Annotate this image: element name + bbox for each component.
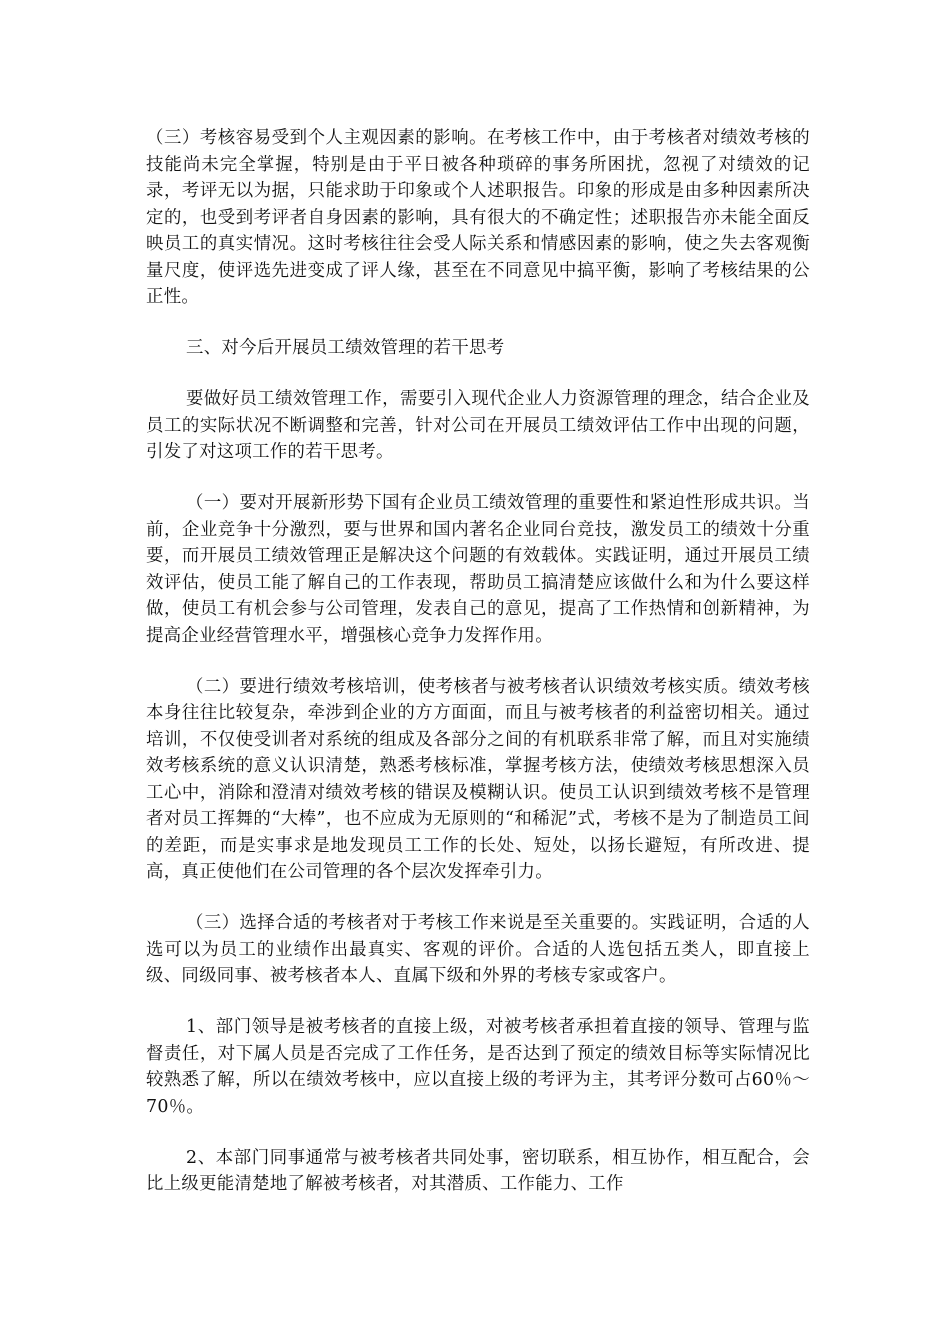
paragraph-assessment-subjectivity: （三）考核容易受到个人主观因素的影响。在考核工作中，由于考核者对绩效考核的技能尚未完全掌握，特别是由于平日被各种琐碎的事务所困扰，忽视了对绩效的记录，考评无以为据，只能求助于印象或个人述职报告。印象的形成是由多种因素所决定的，也受到考评者自身因素的影响，具有很大的不确定性；述职报告亦未能全面反映员工的真实情况。这时考核往往会受人际关系和情感因素的影响，使之失去客观衡量尺度，使评选先进变成了评人缘，甚至在不同意见中搞平衡，影响了考核结果的公正性。 bbox=[146, 128, 810, 307]
document-body bbox=[146, 125, 810, 1222]
paragraph-point-two: （二）要进行绩效考核培训，使考核者与被考核者认识绩效考核实质。绩效考核本身往往比较复杂，牵涉到企业的方方面面，而且与被考核者的利益密切相关。通过培训，不仅使受训者对系统的组成及各部分之间的有机联系非常了解，而且对实施绩效考核系统的意义认识清楚，熟悉考核标准，掌握考核方法，使绩效考核思想深入员工心中，消除和澄清对绩效考核的错误及模糊认识。使员工认识到绩效考核不是管理者对员工挥舞的“大棒”，也不应成为无原则的“和稀泥”式，考核不是为了制造员工间的差距，而是实事求是地发现员工工作的长处、短处，以扬长避短，有所改进、提高，真正使他们在公司管理的各个层次发挥牵引力。 bbox=[146, 676, 810, 882]
paragraph-intro: 要做好员工绩效管理工作，需要引入现代企业人力资源管理的理念，结合企业及员工的实际状况不断调整和完善，针对公司在开展员工绩效评估工作中出现的问题，引发了对这项工作的若干思考。 bbox=[146, 389, 810, 462]
section-heading-three: 三、对今后开展员工绩效管理的若干思考 bbox=[186, 338, 505, 358]
paragraph-item-two: 2、本部门同事通常与被考核者共同处事，密切联系，相互协作，相互配合，会比上级更能清楚地了解被考核者，对其潜质、工作能力、工作 bbox=[146, 1147, 810, 1194]
paragraph-item-one: 1、部门领导是被考核者的直接上级，对被考核者承担着直接的领导、管理与监督责任，对下属人员是否完成了工作任务，是否达到了预定的绩效目标等实际情况比较熟悉了解，所以在绩效考核中，应以直接上级的考评为主，其考评分数可占60％～70％。 bbox=[146, 1017, 810, 1117]
paragraph-point-three: （三）选择合适的考核者对于考核工作来说是至关重要的。实践证明，合适的人选可以为员工的业绩作出最真实、客观的评价。合适的人选包括五类人，即直接上级、同级同事、被考核者本人、直属下级和外界的考核专家或客户。 bbox=[146, 913, 810, 986]
paragraph-point-one: （一）要对开展新形势下国有企业员工绩效管理的重要性和紧迫性形成共识。当前，企业竞争十分激烈，要与世界和国内著名企业同台竞技，激发员工的绩效十分重要，而开展员工绩效管理正是解决这个问题的有效载体。实践证明，通过开展员工绩效评估，使员工能了解自己的工作表现，帮助员工搞清楚应该做什么和为什么要这样做，使员工有机会参与公司管理，发表自己的意见，提高了工作热情和创新精神，为提高企业经营管理水平，增强核心竞争力发挥作用。 bbox=[146, 493, 810, 646]
